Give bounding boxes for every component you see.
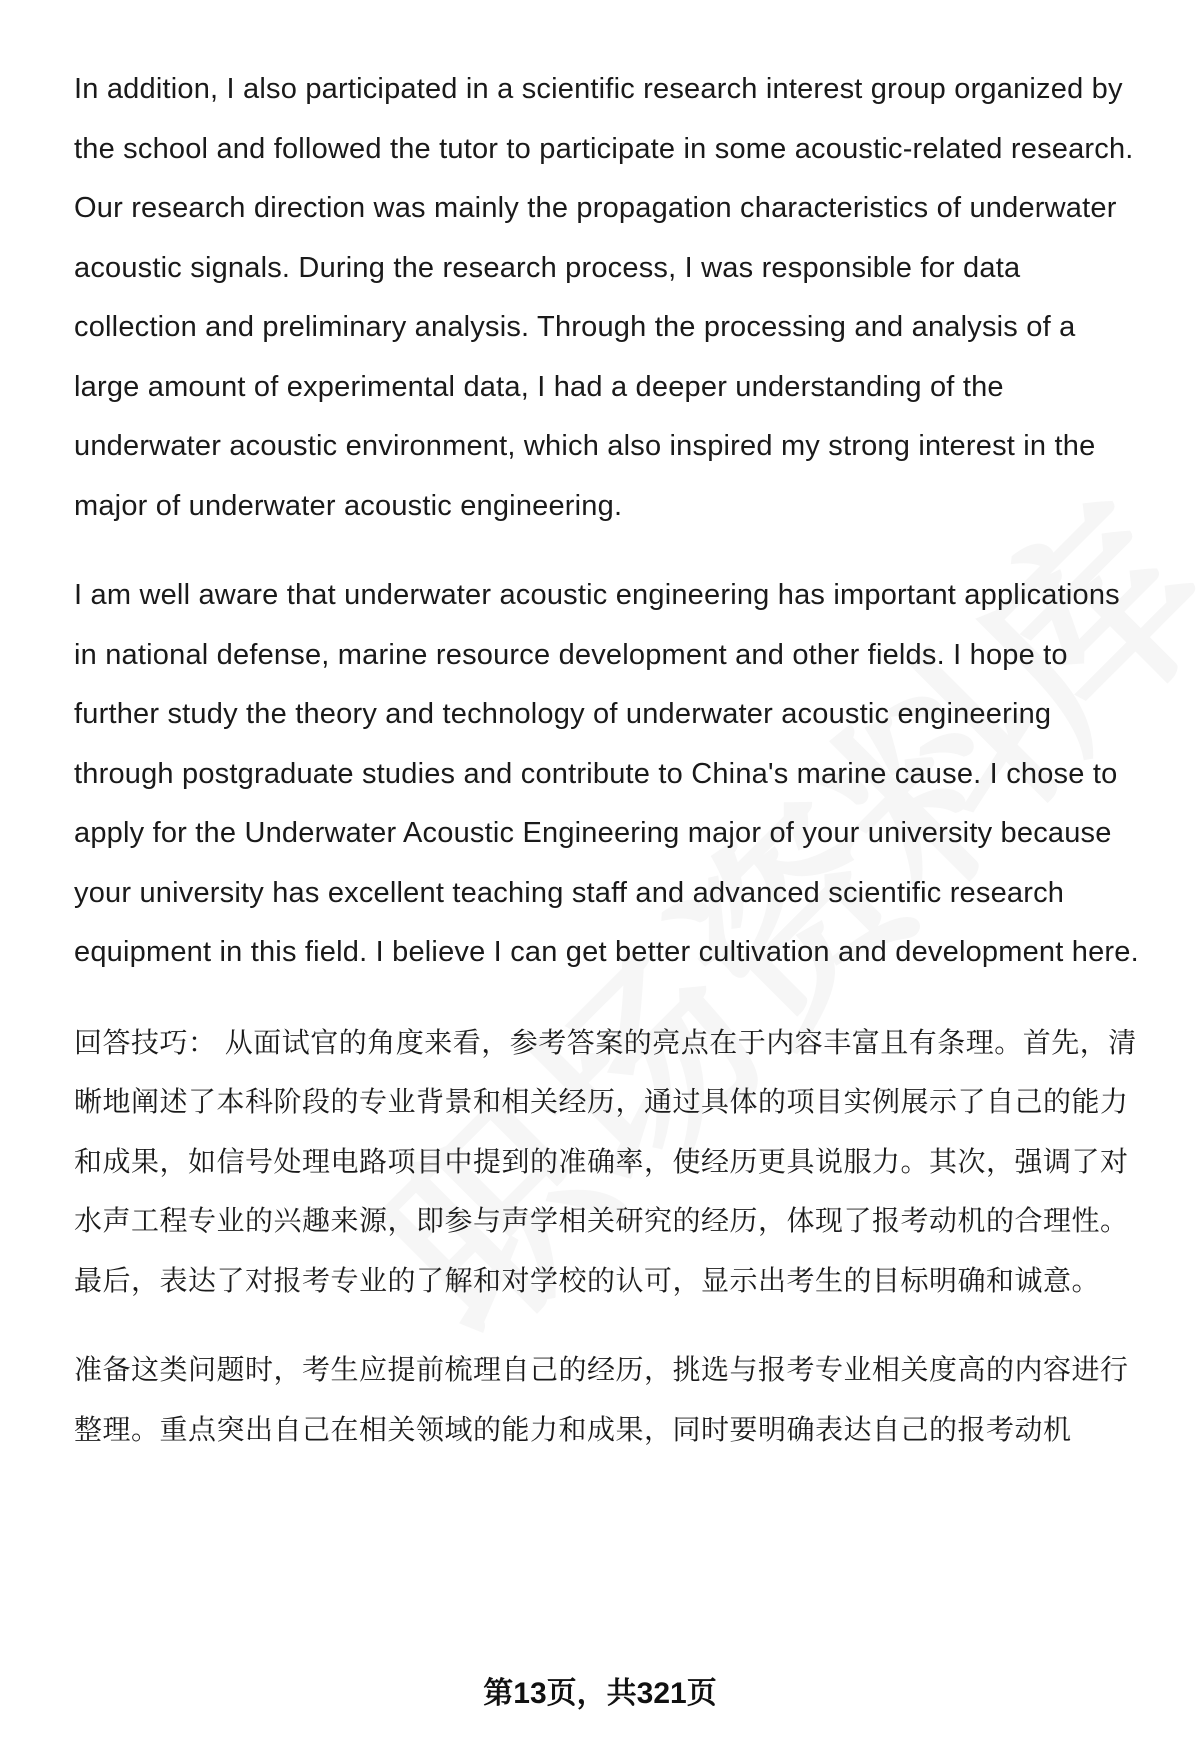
paragraph-motivation: I am well aware that underwater acoustic engineering has important applications in national defense, marine resource development and other fields. I hope to further study the theory and technology of underwater acoustic engineering through postgraduate studies and contribute to China's marine cause. I chose to apply for the Underwater Acoustic Engineering major of your university because your university has excellent teaching staff and advanced scientific research equipment in this field. I believe I can get better cultivation and development here.: [74, 579, 1139, 968]
paragraph-answer-tips: 回答技巧： 从面试官的角度来看，参考答案的亮点在于内容丰富且有条理。首先，清晰地阐述了本科阶段的专业背景和相关经历，通过具体的项目实例展示了自己的能力和成果，如信号处理电路项目中提到的准确率，使经历更具说服力。其次，强调了对水声工程专业的兴趣来源，即参与声学相关研究的经历，体现了报考动机的合理性。最后，表达了对报考专业的了解和对学校的认可，显示出考生的目标明确和诚意。: [74, 1026, 1137, 1296]
page-number: 第13页，共321页: [483, 1677, 717, 1710]
paragraph-research-group: In addition, I also participated in a scientific research interest group organized by the school and followed the tutor to participate in some acoustic-related research. Our research direction was mainly the propagation characteristics of underwater acoustic signals. During the research process, I was responsible for data collection and preliminary analysis. Through the processing and analysis of a large amount of experimental data, I had a deeper understanding of the underwater acoustic environment, which also inspired my strong interest in the major of underwater acoustic engineering.: [74, 73, 1134, 522]
paragraph-preparation-advice: 准备这类问题时，考生应提前梳理自己的经历，挑选与报考专业相关度高的内容进行整理。重点突出自己在相关领域的能力和成果，同时要明确表达自己的报考动机: [74, 1354, 1129, 1445]
document-body: [74, 60, 1149, 1489]
